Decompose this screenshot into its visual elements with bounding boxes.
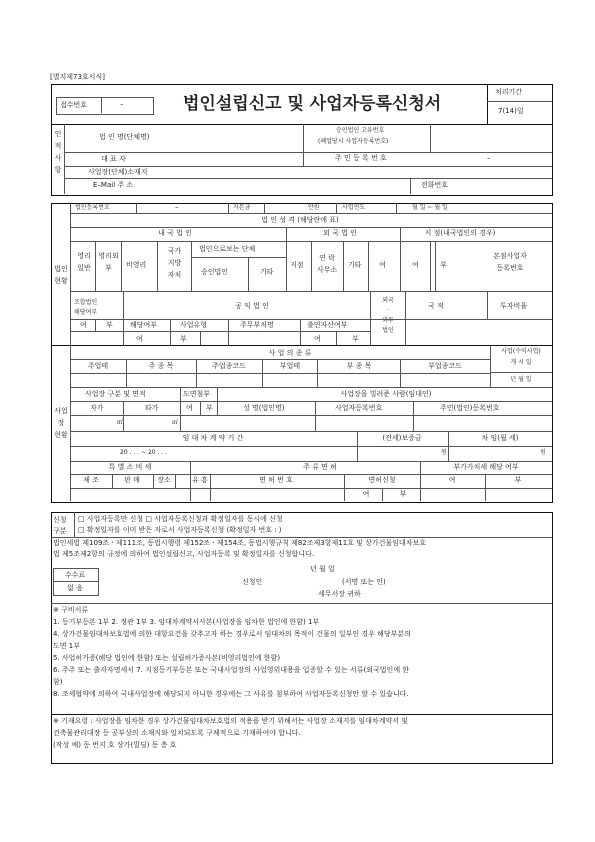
- biz-kind-header: 사 업 의 종 류: [268, 349, 312, 357]
- hq-reg-number: 본점사업자 등록번호: [493, 252, 527, 272]
- apply-date: 년 월 일: [310, 565, 335, 573]
- license-number-label: 면 허 번 호: [259, 476, 293, 484]
- public-yes: 여: [136, 335, 143, 343]
- excise-manufacture: 제 조: [83, 476, 99, 484]
- lessor-name-label: 성 명(법인명): [243, 404, 285, 412]
- foreign-yes: 여: [379, 261, 386, 269]
- site-type-label: 사업장 구분 및 면적: [85, 390, 146, 398]
- capital-unit: 만원: [308, 204, 320, 211]
- form-title: 법인설립신고 및 사업자등록신청서: [183, 94, 442, 114]
- excise-place: 장소: [157, 476, 171, 484]
- fee-label: 수수료: [64, 571, 86, 579]
- main-business-label: 주업태: [87, 362, 109, 370]
- other-1: 기타: [260, 268, 274, 276]
- form-number: [별지제73호서식]: [50, 73, 105, 81]
- capital-label: 자본금: [233, 204, 251, 211]
- biz-side-label: 사업 장 현황: [54, 407, 68, 439]
- doc-line-2: 4. 상가건물임대차보호법에 의한 대항요건을 갖추고자 하는 경우로서 임대차의 목적이 건물의 일부인 경우 해당부분의: [53, 630, 411, 638]
- deposit-unit: 원: [441, 449, 447, 456]
- sub-item-label: 부 종 목: [346, 362, 372, 370]
- branch-yes: 여: [412, 261, 419, 269]
- apply-option-2[interactable]: □ 확정일자를 이미 받은 자로서 사업자등록신청 (확정일자 번호 : ): [78, 526, 282, 534]
- sub-code-label: 부업종코드: [428, 362, 462, 370]
- liquor-header: 주 류 면 허: [303, 463, 337, 471]
- license-apply-yes: 여: [362, 490, 370, 498]
- liaison-office: 연 락 사무소: [316, 254, 338, 274]
- doc-line-7: 8. 조세협약에 의하여 국내사업장에 해당되지 아니한 경우에는 그 사유를 첨부하여 사업자등록신청만 할 수 있습니다.: [53, 690, 409, 698]
- corp-side-label: 법인 현황: [54, 265, 68, 285]
- applicant-label: 신청인: [242, 578, 263, 586]
- resident-number-dash: –: [487, 154, 491, 162]
- open-date-label-1: 사업(수익사업): [501, 348, 541, 355]
- for-profit-outside: 영리외 부: [98, 252, 119, 272]
- addressee: 세무서장 귀하: [318, 590, 361, 598]
- lease-period-label: 임 대 차 계 약 기 간: [182, 434, 244, 442]
- open-date-label-2: 개 시 일: [510, 359, 532, 366]
- competent-agency-label: 주무부처명: [240, 321, 274, 329]
- doc-line-3: 도면 1부: [53, 642, 80, 650]
- contribution-no: 부: [352, 335, 359, 343]
- other-2: 기타: [348, 261, 362, 269]
- drawing-yes: 여: [186, 404, 193, 412]
- license-apply-label: 면허신청: [368, 476, 396, 484]
- open-date-value: 년 월 일: [510, 376, 532, 383]
- approved-corp: 승인법인: [201, 268, 229, 276]
- coop-applicable: 조합법인 해당여부: [74, 299, 98, 316]
- drawing-no: 부: [206, 404, 213, 412]
- excise-entertainment: 유 흥: [192, 476, 208, 484]
- own-label: 자가: [90, 404, 104, 412]
- deposit-label: (전세)보증금: [382, 434, 422, 442]
- fiscal-year-value: 월 일 ~ 월 일: [412, 204, 448, 211]
- sub-business-label: 부업태: [279, 362, 301, 370]
- invest-ratio-label: 투자비율: [500, 302, 528, 310]
- approval-number-label: 승인법인 고유번호: [336, 127, 385, 134]
- vat-yes: 여: [448, 476, 456, 484]
- rent-label: 차 임(월 세): [481, 434, 519, 442]
- main-code-label: 주업종코드: [212, 362, 246, 370]
- applicable-label: 해당여부: [130, 321, 158, 329]
- rented-label: 타가: [145, 404, 159, 412]
- docs-title: ※ 구비서류: [53, 606, 89, 614]
- license-apply-no: 부: [399, 490, 407, 498]
- coop-yes: 여: [80, 321, 87, 329]
- branch-office: 지점: [290, 261, 304, 269]
- branch-header: 지 점(내국법인의 경우): [424, 229, 496, 237]
- representative-label: 대 표 자: [101, 155, 126, 163]
- contribution-yes: 여: [314, 335, 321, 343]
- own-area-unit: ㎡: [117, 419, 124, 426]
- branch-no: 부: [440, 261, 447, 269]
- doc-line-6: 함): [53, 678, 63, 686]
- excise-sale: 판 매: [124, 476, 140, 484]
- state-local: 국가 지방 자치: [167, 247, 182, 279]
- non-profit: 비영리: [126, 261, 147, 269]
- rented-area-unit: ㎡: [172, 419, 179, 426]
- phone-label: 전화번호: [421, 181, 449, 189]
- resident-number-label: 주 민 등 록 번 호: [335, 154, 387, 162]
- apply-type-label: 신청 구분: [53, 516, 67, 535]
- processing-period-value: 7(14)일: [498, 107, 524, 115]
- apply-body-1: 법인세법 제109조ㆍ제111조, 동법시행령 제152조ㆍ제154조, 동법시행규칙 제82조제3항제11호 및 상가건물임대차보호: [53, 539, 426, 547]
- nationality-label: 국 적: [428, 302, 444, 310]
- rent-unit: 원: [540, 449, 546, 456]
- foreign-corp-header: 외 국 법 인: [323, 229, 357, 237]
- receipt-number-value: –: [120, 100, 124, 108]
- corp-reg-no-label: 법인등록번호: [75, 204, 110, 211]
- public-interest-header: 공 익 법 인: [235, 302, 269, 310]
- apply-body-2: 법 제5조제2항의 규정에 의하여 법인설립신고, 사업자등록 및 확정일자를 신청합니다.: [53, 550, 315, 558]
- person-side-label: 인 적 사 항: [54, 130, 62, 174]
- drawing-label: 도면첨부: [183, 390, 211, 398]
- corp-reg-no-dash: –: [175, 203, 179, 211]
- for-profit-general: 영리 일반: [77, 252, 91, 272]
- processing-period-label: 처리기간: [495, 88, 523, 96]
- corp-name-label: 법 인 명(단체명): [99, 133, 150, 141]
- lessor-biz-no-label: 사업자등록번호: [335, 404, 383, 412]
- doc-line-5: 6. 주주 또는 출자자명세서 7. 지점등기부등본 또는 국내사업장의 사업영위내용을 입증할 수 있는 서류(외국법인에 한: [53, 666, 410, 674]
- excise-header: 특 별 소 비 세: [108, 463, 152, 471]
- domestic-corp-header: 내 국 법 인: [158, 229, 192, 237]
- signature-label: (서명 또는 인): [342, 578, 386, 586]
- receipt-number-label: 접수번호: [60, 101, 88, 109]
- doc-line-1: 1. 등기부등본 1부 2. 정관 1부 3. 임대차계약서사본(사업장을 임차한 법인에 한함) 1부: [53, 618, 320, 626]
- fee-value: 없 음: [67, 584, 83, 592]
- vat-header: 부가가치세 해당 여부: [453, 463, 519, 471]
- vat-no: 부: [514, 476, 522, 484]
- contribution-label: 출연자산여부: [307, 321, 348, 329]
- address-label: 사업장(단체)소재지: [88, 168, 148, 176]
- corp-character-header: 법 인 성 격 (해당란에 표): [261, 216, 339, 224]
- note-line-3: (작성 예) 동 번지 호 상가(빌딩) 동 층 호: [53, 741, 177, 749]
- business-type-label: 사업유형: [180, 321, 208, 329]
- email-label: E–Mail 주 소: [93, 181, 134, 189]
- fiscal-year-label: 사업연도: [342, 204, 366, 211]
- lessor-resident-no-label: 주민(법인)등록번호: [440, 404, 500, 412]
- note-line-2: 건축물관리대장 등 공부상의 소재지와 일치되도록 구체적으로 기재하여야 합니다.: [53, 729, 301, 737]
- foreign-invest-label: 외국 · 외투 법인: [382, 297, 394, 334]
- doc-line-4: 5. 사업허가증(해당 법인에 한함) 또는 설립허가증사본(비영리법인에 한함): [53, 654, 281, 662]
- note-line-1: ※ 기재요령 : 사업장을 임차한 경우 상가건물임대차보호법의 적용을 받기 위해서는 사업장 소재지를 임대차계약서 및: [53, 717, 408, 725]
- apply-option-1[interactable]: □ 사업자등록만 신청 □ 사업자등록신청과 확정일자를 동시에 신청: [78, 515, 283, 523]
- main-item-label: 주 종 목: [148, 362, 174, 370]
- lease-period-value: 20 . . . ~ 20 . . .: [120, 449, 167, 456]
- lessor-header: 사업장을 빌려준 사람(임대인): [340, 390, 432, 398]
- public-no: 부: [180, 335, 187, 343]
- approval-number-sublabel: (폐업당시 사업자등록번호): [318, 138, 389, 145]
- deemed-corp: 법인으로보는 단체: [199, 245, 256, 253]
- coop-no: 부: [106, 321, 113, 329]
